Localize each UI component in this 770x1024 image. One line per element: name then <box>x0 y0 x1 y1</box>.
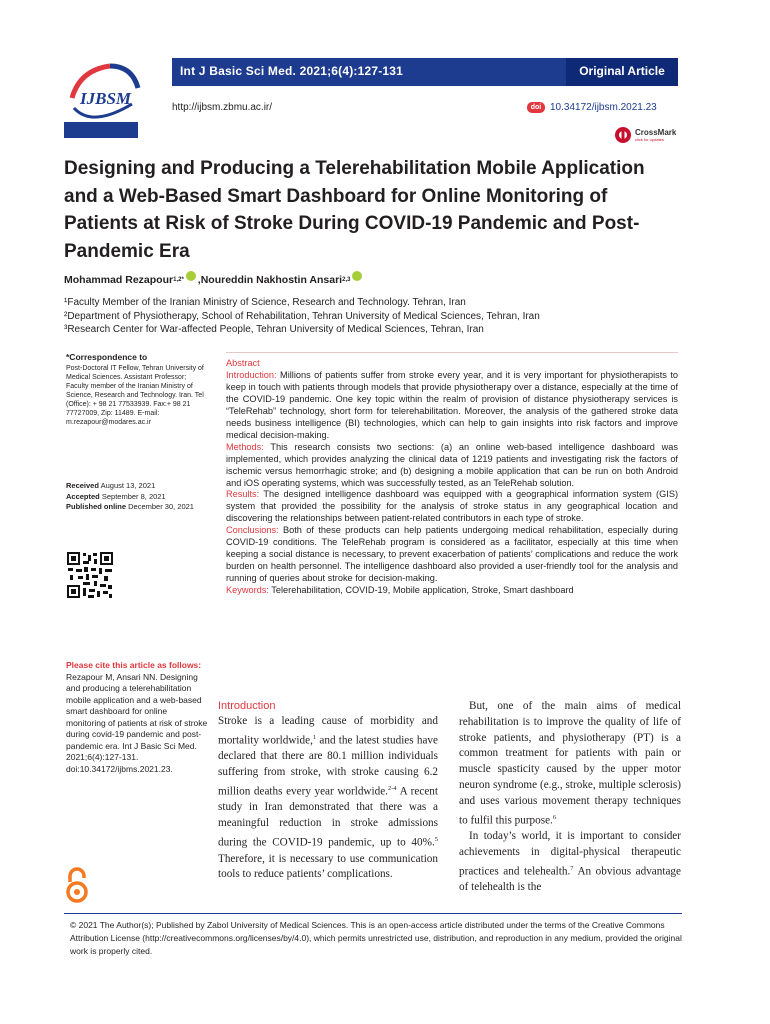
journal-logo <box>62 58 146 142</box>
received-date: August 13, 2021 <box>100 481 156 490</box>
abstract-results-label: Results: <box>226 489 260 500</box>
orcid-icon[interactable] <box>186 271 196 281</box>
author-affiliation-marker: 1,2* <box>173 277 184 283</box>
body-column-right <box>459 699 681 896</box>
body-text: and the latest studies have declared that there are 80.1 million individuals suffering from stroke, with stroke causing 6.2 million deaths every year worldwide. <box>218 734 438 798</box>
citation-text: Rezapour M, Ansari NN. Designing and producing a telerehabilitation mobile application and a web-based smart dashboard for online monitoring of patients at risk of stroke during covid-19 pandemic and post-pandemic era. Int J Basic Sci Med. 2021;6(4):127-131. doi:10.34172/ijbms.2021.23. <box>66 671 208 774</box>
body-text: Stroke is a leading cause of morbidity and mortality worldwide, <box>218 715 438 747</box>
accepted-label: Accepted <box>66 491 100 501</box>
body-text: A recent study in Iran demonstrated that there was a meaningful reduction in stroke admissions during the COVID-19 pandemic, up to 40%. <box>218 785 438 849</box>
abstract-introduction <box>226 370 678 442</box>
crossmark-label: CrossMark <box>635 128 677 137</box>
article-type-tab: Original Article <box>566 58 678 86</box>
correspondence-heading: *Correspondence to <box>66 352 148 362</box>
accepted-date: September 8, 2021 <box>101 491 166 501</box>
body-column-left <box>218 714 438 883</box>
abstract-results <box>226 489 678 525</box>
affiliation-line: ²Department of Physiotherapy, School of Rehabilitation, Tehran University of Medical Sciences, Tehran, Iran <box>64 310 540 322</box>
doi-text: 10.34172/ijbsm.2021.23 <box>550 102 657 113</box>
crossmark-icon <box>614 126 632 144</box>
body-text: But, one of the main aims of medical rehabilitation is to improve the quality of life of stroke patients, and physiotherapy (PT) is a common treatment for patients with pain or muscle spasticity caused by the upper motor neuron syndrome (e.g., stroke, multiple sclerosis) and uses various movement therapy techniques to fulfil this purpose. <box>459 700 681 827</box>
orcid-icon[interactable] <box>352 271 362 281</box>
received-label: Received <box>66 481 99 490</box>
body-text: An obvious advantage of telehealth is the <box>459 865 681 894</box>
affiliation-line: ¹Faculty Member of the Iranian Ministry of Science, Research and Technology. Tehran, Iran <box>64 297 466 308</box>
doi-link[interactable] <box>527 102 657 113</box>
journal-banner <box>172 58 678 86</box>
body-paragraph <box>459 829 681 896</box>
crossmark-sub-label: click for updates <box>635 137 664 142</box>
qr-code-icon <box>66 551 114 599</box>
correspondence-details: Post-Doctoral IT Fellow, Tehran University of Medical Sciences. Assistant Professor; Faculty member of the Iranian Ministry of Science, Research and Technology. Iran. Tel (Office): + 98 21 77533939. Fax:+ 98 21 77727009, Zip: 11489. E-mail: m.rezapour@modares.ac.ir <box>66 365 204 426</box>
author-list <box>64 274 364 286</box>
author-affiliation-marker: 2,3 <box>342 277 351 283</box>
abstract-methods <box>226 442 678 490</box>
article-dates <box>66 481 206 513</box>
license-notice: © 2021 The Author(s); Published by Zabol University of Medical Sciences. This is an open-access article distributed under the terms of the Creative Commons Attribution License (http://creativecommons.org/licenses/by/4.0), which permits unrestricted use, distribution, and reproduction in any medium, provided the original work is properly cited. <box>70 920 682 956</box>
abstract-methods-label: Methods: <box>226 441 264 452</box>
author-name: Noureddin Nakhostin Ansari <box>200 274 343 286</box>
crossmark-button[interactable] <box>614 124 678 146</box>
reference-marker[interactable]: 5 <box>434 836 438 844</box>
affiliation-line: ³Research Center for War-affected People, Tehran University of Medical Sciences, Tehran, Iran <box>64 324 484 335</box>
article-title: Designing and Producing a Telerehabilitation Mobile Application and a Web-Based Smart Dashboard for Online Monitoring of Patients at Risk of Stroke During COVID-19 Pandemic and Post-Pandemic Era <box>64 158 645 262</box>
abstract-conclusions <box>226 525 678 585</box>
keywords-text: Telerehabilitation, COVID-19, Mobile application, Stroke, Smart dashboard <box>271 585 574 596</box>
reference-marker[interactable]: 6 <box>552 813 557 821</box>
open-access-icon <box>64 866 90 904</box>
body-text: In today’s world, it is important to consider achievements in digital-physical therapeutic practices and telehealth. <box>459 830 681 878</box>
keywords-label: Keywords: <box>226 585 269 596</box>
author-separator: , <box>197 274 201 286</box>
author-name: Mohammad Rezapour <box>64 274 174 286</box>
abstract-results-text: The designed intelligence dashboard was equipped with a geographical information system (GIS) system that provided the possibility for the analysis of stroke status in any geographical location and discovering the relationships between patient-related contributors in each type of stroke. <box>226 489 679 524</box>
abstract-divider <box>226 352 678 353</box>
abstract-conclusions-label: Conclusions: <box>226 525 279 536</box>
abstract-heading: Abstract <box>226 358 260 368</box>
abstract-conclusions-text: Both of these products can help patients undergoing medical rehabilitation, especially during COVID-19 conditions. The TeleRehab program is considered as a facilitator, especially at this time when keeping a social distance is necessary, to prevent exacerbation of patients’ complications and reduce the work burden on health personnel. The intelligence dashboard also provided a user-friendly tool for the analysis and running of queries about stroke for decision-making. <box>226 525 678 584</box>
abstract-intro-text: Millions of patients suffer from stroke every year, and it is very important for physiotherapists to keep in touch with patients through models that provide physiotherapy over a distance, especially at the time of the COVID-19 pandemic. One key topic within the realm of provision of distance physiotherapy services is “TeleRehab” technology, short form for telerehabilitation. Moreover, the analysis of the gathered stroke data needs business intelligence (BI) technologies, which can help to gain insights into risk factors and improve medical decision-making. <box>226 369 678 440</box>
abstract-intro-label: Introduction: <box>226 369 277 380</box>
reference-marker[interactable]: 1 <box>312 733 317 741</box>
logo-text: IJBSM <box>80 89 132 108</box>
journal-url-link[interactable]: http://ijbsm.zbmu.ac.ir/ <box>172 102 273 113</box>
introduction-heading: Introduction <box>218 700 276 712</box>
published-date: December 30, 2021 <box>128 502 194 511</box>
reference-marker[interactable]: 7 <box>570 864 574 872</box>
reference-marker[interactable]: 2-4 <box>387 784 397 792</box>
body-text: Therefore, it is necessary to use communication tools to reduce patients’ complications. <box>218 852 438 881</box>
citation-box <box>66 660 208 775</box>
abstract-keywords <box>226 585 678 597</box>
citation-heading: Please cite this article as follows: <box>66 660 202 670</box>
body-paragraph <box>459 699 681 829</box>
abstract-methods-text: This research consists two sections: (a) an online web-based intelligence dashboard was implemented, which provides analyzing the clinical data of 1219 patients and investigating risk the factors of ischemic versus hemorrhagic stroke; and (b) designing a mobile application that can be run on both Android and iOS operating systems, which was successfully tested, as an TeleRehab solution. <box>226 441 678 488</box>
abstract <box>226 358 678 597</box>
affiliations <box>64 296 540 337</box>
footer-divider <box>64 913 682 914</box>
doi-icon: doi <box>527 102 545 113</box>
journal-reference: Int J Basic Sci Med. 2021;6(4):127-131 <box>180 64 404 78</box>
published-label: Published online <box>66 502 127 511</box>
